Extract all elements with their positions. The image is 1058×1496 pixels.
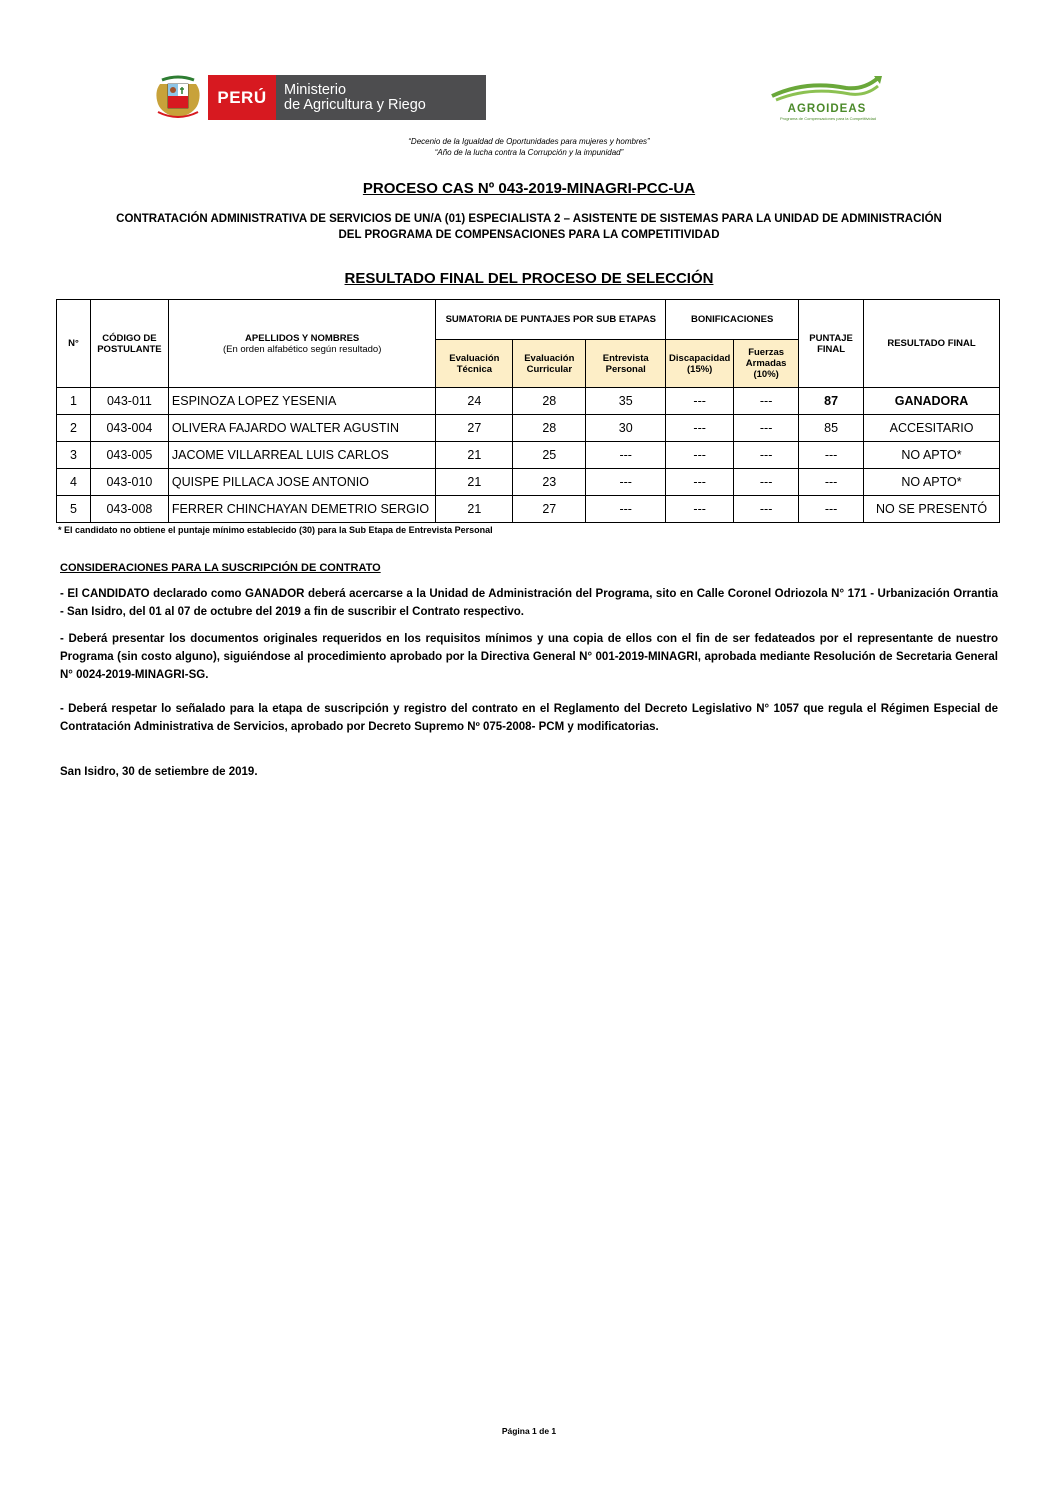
cell-n: 5 <box>57 496 91 523</box>
header-resultado-final: RESULTADO FINAL <box>864 300 1000 388</box>
cell-tecnica: 21 <box>436 496 513 523</box>
header-sumatoria: SUMATORIA DE PUNTAJES POR SUB ETAPAS <box>436 300 666 340</box>
cell-fuerzas: --- <box>734 415 799 442</box>
cell-n: 2 <box>57 415 91 442</box>
cell-discapacidad: --- <box>666 415 734 442</box>
header-bonificaciones: BONIFICACIONES <box>666 300 799 340</box>
cell-codigo: 043-011 <box>90 388 168 415</box>
cell-entrevista: --- <box>586 469 666 496</box>
cell-puntaje: 87 <box>799 388 864 415</box>
cell-fuerzas: --- <box>734 469 799 496</box>
cell-resultado: NO APTO* <box>864 469 1000 496</box>
anio-text: “Año de la lucha contra la Corrupción y la impunidad” <box>434 148 624 157</box>
cell-curricular: 25 <box>513 442 586 469</box>
table-row <box>57 469 1000 496</box>
process-subtitle <box>60 211 998 243</box>
cell-nombre: FERRER CHINCHAYAN DEMETRIO SERGIO <box>168 496 436 523</box>
subtitle-line2: DEL PROGRAMA DE COMPENSACIONES PARA LA COMPETITIVIDAD <box>338 229 720 241</box>
header-nombres-note: (En orden alfabético según resultado) <box>222 343 382 355</box>
header-codigo: CÓDIGO DE POSTULANTE <box>90 300 168 388</box>
cell-codigo: 043-004 <box>90 415 168 442</box>
cell-puntaje: --- <box>799 469 864 496</box>
cell-n: 4 <box>57 469 91 496</box>
agroideas-tagline: Programa de Compensaciones para la Competitividad <box>779 116 877 121</box>
cell-nombre: JACOME VILLARREAL LUIS CARLOS <box>168 442 436 469</box>
header-eval-curricular: Evaluación Curricular <box>513 340 586 388</box>
cell-n: 1 <box>57 388 91 415</box>
cell-resultado: NO SE PRESENTÓ <box>864 496 1000 523</box>
table-row <box>57 388 1000 415</box>
table-row <box>57 442 1000 469</box>
header-nombres-label: APELLIDOS Y NOMBRES <box>245 332 360 344</box>
consideration-paragraph-1: - El CANDIDATO declarado como GANADOR deberá acercarse a la Unidad de Administración del Programa, sito en Calle Coronel Odriozola N° 171 - Urbanización Orrantia - San Isidro, del 01 al 07 de octubre del 2019 a fin de suscribir el Contrato respectivo. <box>60 588 998 618</box>
cell-tecnica: 21 <box>436 469 513 496</box>
subtitle-line1: CONTRATACIÓN ADMINISTRATIVA DE SERVICIOS DE UN/A (01) ESPECIALISTA 2 – ASISTENTE DE SISTEMAS PARA LA UNIDAD DE ADMINISTRACIÓN <box>116 213 942 225</box>
cell-nombre: OLIVERA FAJARDO WALTER AGUSTIN <box>168 415 436 442</box>
cell-entrevista: --- <box>586 442 666 469</box>
header-eval-tecnica: Evaluación Técnica <box>436 340 513 388</box>
cell-nombre: QUISPE PILLACA JOSE ANTONIO <box>168 469 436 496</box>
results-table <box>56 299 1000 523</box>
header-puntaje-final: PUNTAJE FINAL <box>799 300 864 388</box>
cell-tecnica: 27 <box>436 415 513 442</box>
cell-curricular: 28 <box>513 415 586 442</box>
cell-fuerzas: --- <box>734 388 799 415</box>
page-number: Página 1 de 1 <box>501 1426 557 1436</box>
peru-label: PERÚ <box>208 75 276 120</box>
cell-discapacidad: --- <box>666 496 734 523</box>
cell-entrevista: 30 <box>586 415 666 442</box>
cell-puntaje: --- <box>799 496 864 523</box>
cell-resultado: ACCESITARIO <box>864 415 1000 442</box>
process-title: PROCESO CAS Nº 043-2019-MINAGRI-PCC-UA <box>362 180 696 197</box>
cell-curricular: 27 <box>513 496 586 523</box>
consideration-paragraph-2: - Deberá presentar los documentos originales requeridos en los requisitos mínimos y una copia de ellos con el fin de ser fedateados por el representante de nuestro Programa (sin costo alguno), siguiéndose al procedimiento aprobado por la Directiva General N° 001-2019-MINAGRI, aprobada mediante Resolución de Secretaria General N° 0024-2019-MINAGRI-SG. <box>60 633 998 681</box>
ministry-name <box>276 75 486 120</box>
cell-entrevista: --- <box>586 496 666 523</box>
cell-codigo: 043-010 <box>90 469 168 496</box>
table-row <box>57 415 1000 442</box>
cell-puntaje: 85 <box>799 415 864 442</box>
decenio-text: “Decenio de la Igualdad de Oportunidades para mujeres y hombres” <box>408 137 650 146</box>
cell-curricular: 28 <box>513 388 586 415</box>
peru-coat-of-arms-icon <box>152 74 204 120</box>
cell-puntaje: --- <box>799 442 864 469</box>
cell-tecnica: 21 <box>436 442 513 469</box>
cell-nombre: ESPINOZA LOPEZ YESENIA <box>168 388 436 415</box>
cell-fuerzas: --- <box>734 496 799 523</box>
cell-resultado: GANADORA <box>864 388 1000 415</box>
header-n: N° <box>57 300 91 388</box>
ministry-line1: Ministerio <box>284 81 347 98</box>
considerations-title: CONSIDERACIONES PARA LA SUSCRIPCIÓN DE CONTRATO <box>60 562 381 574</box>
ministry-line2: de Agricultura y Riego <box>284 96 426 113</box>
cell-discapacidad: --- <box>666 388 734 415</box>
cell-discapacidad: --- <box>666 442 734 469</box>
result-title: RESULTADO FINAL DEL PROCESO DE SELECCIÓN <box>344 270 714 287</box>
cell-curricular: 23 <box>513 469 586 496</box>
cell-codigo: 043-008 <box>90 496 168 523</box>
cell-fuerzas: --- <box>734 442 799 469</box>
cell-codigo: 043-005 <box>90 442 168 469</box>
header-discapacidad: Discapacidad (15%) <box>666 340 734 388</box>
table-footnote: * El candidato no obtiene el puntaje mínimo establecido (30) para la Sub Etapa de Entrevista Personal <box>58 525 493 535</box>
date-line: San Isidro, 30 de setiembre de 2019. <box>60 766 258 778</box>
table-row <box>57 496 1000 523</box>
agroideas-name: AGROIDEAS <box>787 103 867 115</box>
cell-entrevista: 35 <box>586 388 666 415</box>
peru-ministry-logo <box>208 75 486 120</box>
cell-n: 3 <box>57 442 91 469</box>
header-entrevista: Entrevista Personal <box>586 340 666 388</box>
header-fuerzas: Fuerzas Armadas (10%) <box>734 340 799 388</box>
cell-resultado: NO APTO* <box>864 442 1000 469</box>
header-nombres <box>168 300 436 388</box>
consideration-paragraph-3: - Deberá respetar lo señalado para la etapa de suscripción y registro del contrato en el Reglamento del Decreto Legislativo N° 1057 que regula el Régimen Especial de Contratación Administrativa de Servicios, aprobado por Decreto Supremo Nº 075-2008- PCM y modificatorias. <box>60 703 998 733</box>
cell-tecnica: 24 <box>436 388 513 415</box>
cell-discapacidad: --- <box>666 469 734 496</box>
